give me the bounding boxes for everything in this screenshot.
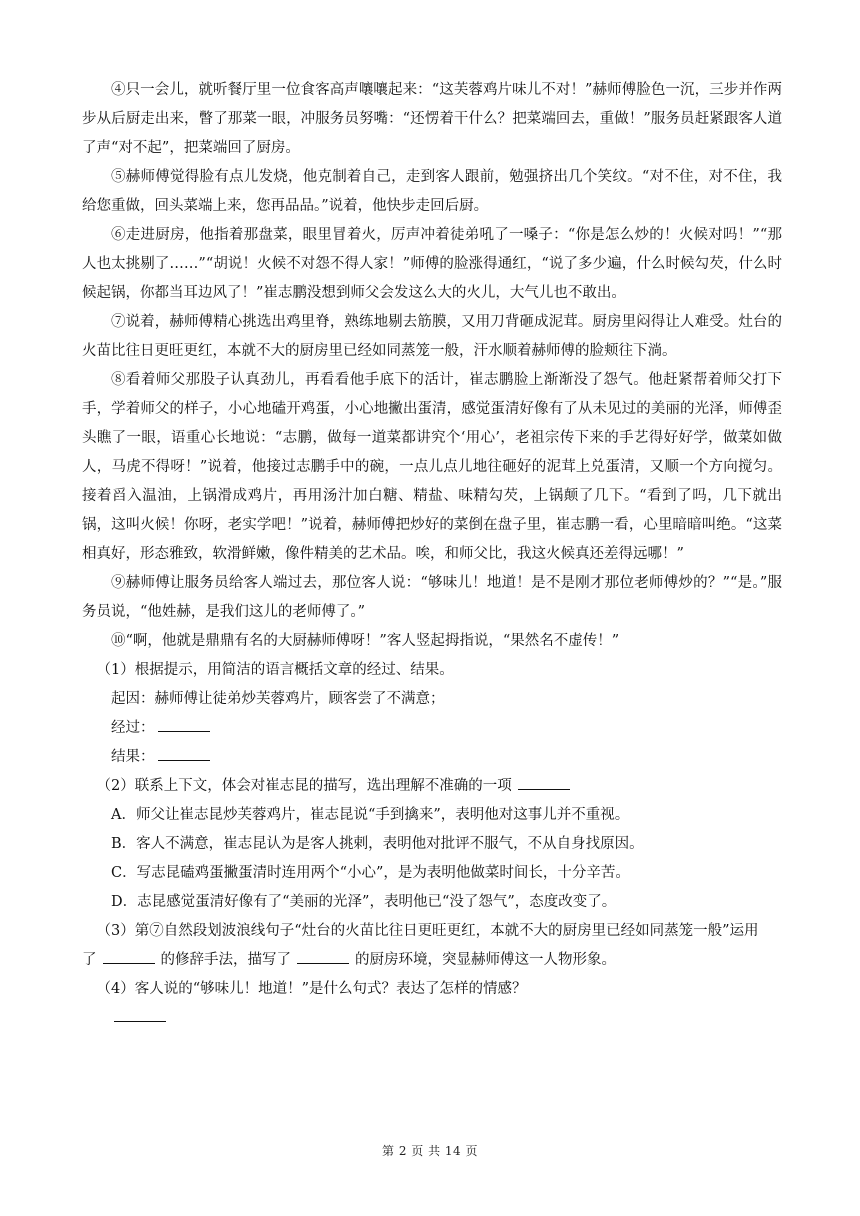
answer-blank-environment[interactable]: [297, 948, 349, 964]
paragraph-4: ④只一会儿，就听餐厅里一位食客高声嚷嚷起来：“这芙蓉鸡片味儿不对！”赫师傅脸色一沉，三步并作两步从后厨走出来，瞥了那菜一眼，冲服务员努嘴：“还愣着干什么？把菜端回去，重做！”服务员赶紧跟客人道了声“对不起”，把菜端回了厨房。: [82, 82, 782, 156]
question-1-prompt: （1）根据提示，用简洁的语言概括文章的经过、结果。: [96, 662, 454, 678]
paragraph-5: ⑤赫师傅觉得脸有点儿发烧，他克制着自己，走到客人跟前，勉强挤出几个笑纹。“对不住，对不住，我给您重做，回头菜端上来，您再品品。”说着，他快步走回后厨。: [82, 169, 782, 214]
question-2-option-b: B．客人不满意，崔志昆认为是客人挑剌，表明他对批评不服气，不从自身找原因。: [111, 836, 644, 852]
question-3-part-1: 了: [82, 952, 97, 968]
paragraph-7: ⑦说着，赫师傅精心挑选出鸡里脊，熟练地剔去筋膜，又用刀背砸成泥茸。厨房里闷得让人难受。灶台的火苗比往日更旺更红，本就不大的厨房里已经如同蒸笼一般，汗水顺着赫师傅的脸颊往下淌。: [82, 314, 782, 359]
answer-blank-process[interactable]: [158, 716, 210, 732]
page-footer: 第 2 页 共 14 页: [382, 1144, 478, 1158]
answer-blank-q2[interactable]: [518, 774, 570, 790]
paragraph-10: ⑩“啊，他就是鼎鼎有名的大厨赫师傅呀！”客人竖起拇指说，“果然名不虚传！”: [111, 633, 620, 649]
question-2-option-d: D．志昆感觉蛋清好像有了“美丽的光泽”，表明他已“没了怨气”，态度改变了。: [111, 894, 617, 910]
question-4-prompt: （4）客人说的“够味儿！地道！”是什么句式？表达了怎样的情感？: [96, 981, 527, 997]
question-3-part-2: 的修辞手法，描写了: [160, 952, 291, 968]
question-3-fill-line: [82, 946, 782, 975]
question-1-process: [82, 714, 782, 743]
document-content: [82, 76, 782, 1033]
question-1-result: [82, 743, 782, 772]
question-1-process-label: 经过：: [111, 720, 155, 736]
answer-blank-q4[interactable]: [114, 1006, 166, 1022]
question-2-prompt-text: （2）联系上下文，体会对崔志昆的描写，选出理解不准确的一项: [96, 778, 512, 794]
question-2-option-a: A．师父让崔志昆炒芙蓉鸡片，崔志昆说“手到擒来”，表明他对这事儿并不重视。: [111, 807, 630, 823]
question-3-part-3: 的厨房环境，突显赫师傅这一人物形象。: [355, 952, 616, 968]
answer-blank-rhetoric[interactable]: [103, 948, 155, 964]
question-4-answer-line: [82, 1004, 782, 1033]
paragraph-9: ⑨赫师傅让服务员给客人端过去，那位客人说：“够味儿！地道！是不是刚才那位老师傅炒的？”“是。”服务员说，“他姓赫，是我们这儿的老师傅了。”: [82, 575, 782, 620]
paragraph-8: ⑧看着师父那股子认真劲儿，再看看他手底下的活计，崔志鹏脸上渐渐没了怨气。他赶紧帮着师父打下手，学着师父的样子，小心地磕开鸡蛋，小心地撇出蛋清，感觉蛋清好像有了从未见过的美丽的光泽，师傅歪头瞧了一眼，语重心长地说：“志鹏，做每一道菜都讲究个‘用心’，老祖宗传下来的手艺得好好学，做菜如做人，马虎不得呀！”说着，他接过志鹏手中的碗，一点儿点儿地往砸好的泥茸上兑蛋清，又顺一个方向搅匀。接着舀入温油，上锅滑成鸡片，再用汤汁加白糖、精盐、味精勾芡，上锅颠了几下。“看到了吗，几下就出锅，这叫火候！你呀，老实学吧！”说着，赫师傅把炒好的菜倒在盘子里，崔志鹏一看，心里暗暗叫绝。“这菜相真好，形态雅致，软滑鲜嫩，像件精美的艺术品。唉，和师父比，我这火候真还差得远哪！”: [82, 372, 782, 562]
answer-blank-result[interactable]: [158, 745, 210, 761]
question-2-prompt: [82, 772, 782, 801]
question-1-result-label: 结果：: [111, 749, 155, 765]
paragraph-6: ⑥走进厨房，他指着那盘菜，眼里冒着火，厉声冲着徒弟吼了一嗓子：“你是怎么炒的！火候对吗！”“那人也太挑剔了……”“胡说！火候不对怨不得人家！”师傅的脸涨得通红，“说了多少遍，什么时候勾芡，什么时候起锅，你都当耳边风了！”崔志鹏没想到师父会发这么大的火儿，大气儿也不敢出。: [82, 227, 782, 301]
question-1-cause: 起因：赫师傅让徒弟炒芙蓉鸡片，顾客尝了不满意；: [111, 691, 445, 707]
question-2-option-c: C．写志昆磕鸡蛋撇蛋清时连用两个“小心”，是为表明他做菜时间长，十分辛苦。: [111, 865, 630, 881]
question-3-prompt: （3）第⑦自然段划波浪线句子“灶台的火苗比往日更旺更红，本就不大的厨房里已经如同蒸笼一般”运用: [96, 923, 759, 939]
